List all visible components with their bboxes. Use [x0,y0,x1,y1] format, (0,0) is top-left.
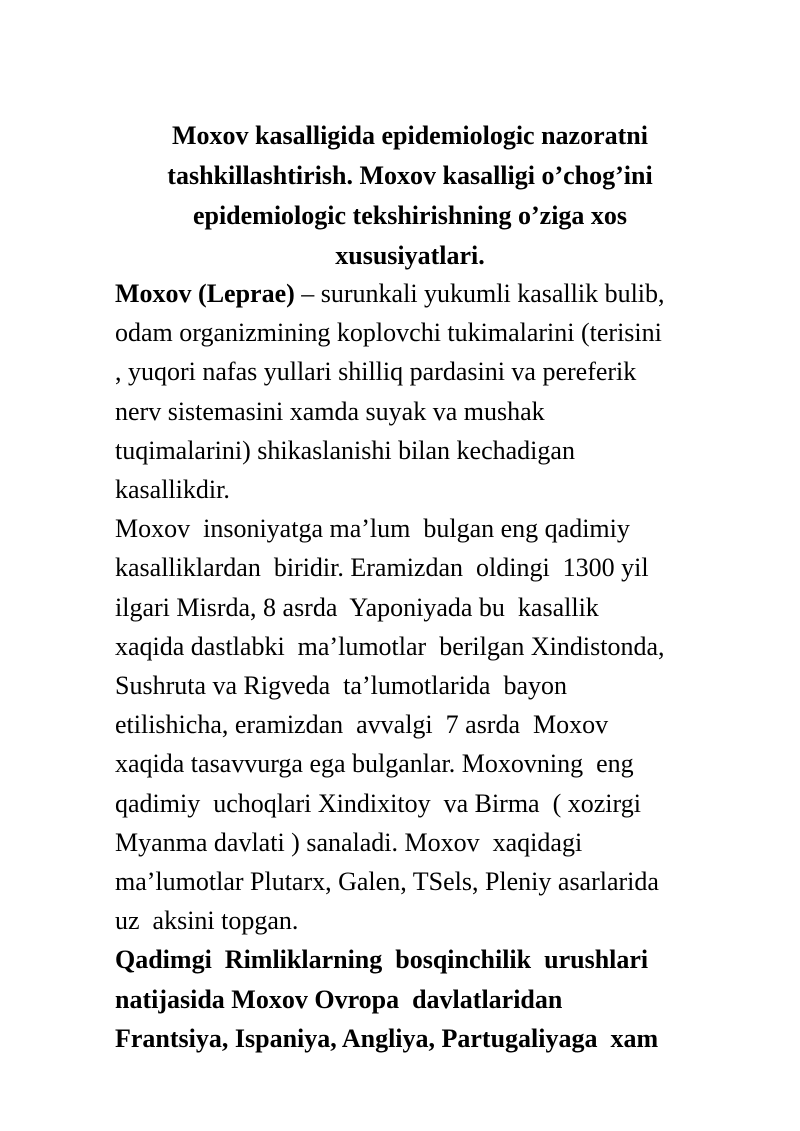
paragraph-line: nerv sistemasini xamda suyak va mushak [115,396,545,426]
paragraph-line: etilishicha, eramizdan avvalgi 7 asrda Moxov [115,710,609,740]
paragraph-line: odam organizmining koplovchi tukimalarini (terisini [115,318,662,348]
paragraph-line: Frantsiya, Ispaniya, Angliya, Partugaliyaga xam [115,1023,659,1053]
paragraph-definition [115,274,755,509]
paragraph-line: ilgari Misrda, 8 asrda Yaponiyada bu kasallik [115,592,599,622]
paragraph-line: ma’lumotlar Plutarx, Galen, TSels, Pleniy asarlarida [115,867,659,897]
document-body [115,274,755,1058]
title-line: epidemiologic tekshirishning o’ziga xos [192,201,628,230]
paragraph-spread-europe [115,940,755,1058]
paragraph-line: natijasida Moxov Ovropa davlatlaridan [115,984,563,1014]
paragraph-line [115,274,755,313]
paragraph-line: Qadimgi Rimliklarning bosqinchilik urushlari [115,945,649,975]
paragraph-line: Moxov insoniyatga ma’lum bulgan eng qadimiy [115,514,630,544]
title-line: tashkillashtirish. Moxov kasalligi o’chog’ini [167,161,653,190]
title-line: Moxov kasalligida epidemiologic nazoratni [172,121,648,150]
paragraph-line: Myanma davlati ) sanaladi. Moxov xaqidagi [115,827,583,857]
paragraph-line: kasalliklardan biridir. Eramizdan oldingi 1300 yil [115,553,649,583]
document-title [130,116,690,276]
paragraph-line: tuqimalarini) shikaslanishi bilan kechadigan [115,435,575,465]
paragraph-line: , yuqori nafas yullari shilliq pardasini va pereferik [115,357,637,387]
paragraph-line: xaqida tasavvurga ega bulganlar. Moxovning eng [115,749,634,779]
paragraph-history [115,509,755,940]
paragraph-line: Sushruta va Rigveda ta’lumotlarida bayon [115,671,568,701]
title-line: xususiyatlari. [335,241,485,270]
paragraph-line: qadimiy uchoqlari Xindixitoy va Birma ( xozirgi [115,788,641,818]
term-moxov-leprae: Moxov (Leprae) [115,279,295,308]
paragraph-line: xaqida dastlabki ma’lumotlar berilgan Xindistonda, [115,631,665,661]
paragraph-line: uz aksini topgan. [115,906,299,936]
paragraph-line: kasallikdir. [115,475,230,505]
definition-text: – surunkali yukumli kasallik bulib, [294,279,665,308]
